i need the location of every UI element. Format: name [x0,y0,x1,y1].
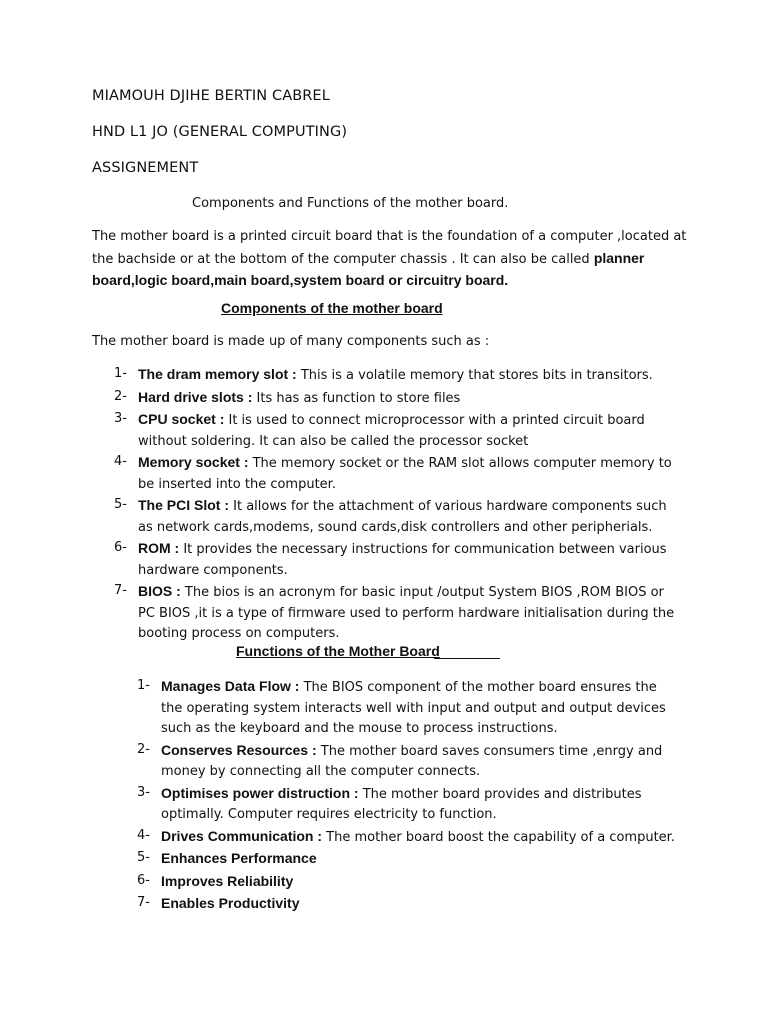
list-number: 5- [137,850,150,865]
list-description: The mother board boost the capability of a computer. [322,829,675,845]
function-item [137,826,681,849]
list-term: ROM : [138,540,180,556]
components-list [114,364,683,645]
list-term: Improves Reliability [161,872,294,889]
list-term: CPU socket : [138,411,225,427]
component-item [114,581,683,645]
list-number: 1- [114,366,127,381]
list-description: This is a volatile memory that stores bits in transitors. [296,368,653,383]
intro-text: The mother board is a printed circuit board that is the foundation of a computer ,located at the bachside or at the bottom of the computer chassis . It can also be called [92,229,687,267]
document-title: Components and Functions of the mother board. [192,196,509,211]
list-term: BIOS : [138,583,181,599]
list-description: It allows for the attachment of various hardware components such as network cards,modems, sound cards,disk controllers and other peripherials. [138,499,667,535]
list-description: The memory socket or the RAM slot allows computer memory to be inserted into the computer. [138,456,672,492]
components-intro: The mother board is made up of many components such as : [92,334,490,349]
list-term: Optimises power distruction : [161,784,359,801]
list-description: It provides the necessary instructions for communication between various hardware components. [138,542,667,578]
list-number: 7- [137,895,150,910]
list-number: 6- [137,872,150,888]
heading-underline-tail [434,658,500,659]
function-item [137,783,681,826]
list-description: The bios is an acronym for basic input /output System BIOS ,ROM BIOS or PC BIOS ,it is a type of firmware used to perform hardware initialisation during the booting process on computers. [138,585,675,641]
function-item [137,848,681,871]
list-term: The dram memory slot : [138,366,297,382]
list-number: 3- [137,784,150,800]
list-term: Manages Data Flow : [161,678,300,694]
list-number: 7- [114,583,127,598]
list-term: Conserves Resources : [161,741,317,758]
intro-bold-names: planner board,logic board,main board,system board or circuitry board. [92,249,645,288]
component-item [114,538,683,581]
list-term: The PCI Slot : [138,497,229,513]
list-term: Enables Productivity [161,895,300,911]
list-description: The BIOS component of the mother board ensures the the operating system interacts well with input and output and output devices such as the keyboard and the mouse to process instructions. [161,680,666,736]
function-item [137,893,681,916]
list-number: 2- [114,388,127,404]
list-description: The mother board provides and distributes optimally. Computer requires electricity to function. [161,786,642,822]
component-item [114,387,683,410]
list-term: Drives Communication : [161,827,323,844]
functions-heading: Functions of the Mother Board [236,643,440,659]
functions-list [137,676,681,916]
function-item [137,676,681,740]
document-type: ASSIGNEMENT [92,160,199,176]
list-description: It is used to connect microprocessor with a printed circuit board without soldering. It can also be called the processor socket [138,413,645,449]
list-number: 2- [137,741,150,757]
list-number: 5- [114,497,127,512]
list-number: 1- [137,678,150,693]
list-number: 6- [114,540,127,555]
components-heading: Components of the mother board [221,300,443,316]
intro-paragraph [92,227,692,293]
list-term: Hard drive slots : [138,388,253,405]
function-item [137,740,681,783]
list-number: 3- [114,411,127,426]
list-number: 4- [114,454,127,469]
component-item [114,495,683,538]
function-item [137,871,681,894]
component-item [114,452,683,495]
component-item [114,364,683,387]
list-description: Its has as function to store files [252,390,461,406]
author-name: MIAMOUH DJIHE BERTIN CABREL [92,88,330,104]
class-label: HND L1 JO (GENERAL COMPUTING) [92,124,348,140]
list-term: Enhances Performance [161,850,317,866]
component-item [114,409,683,452]
list-term: Memory socket : [138,454,249,470]
list-description: The mother board saves consumers time ,enrgy and money by connecting all the computer connects. [161,743,663,779]
list-number: 4- [137,827,150,843]
